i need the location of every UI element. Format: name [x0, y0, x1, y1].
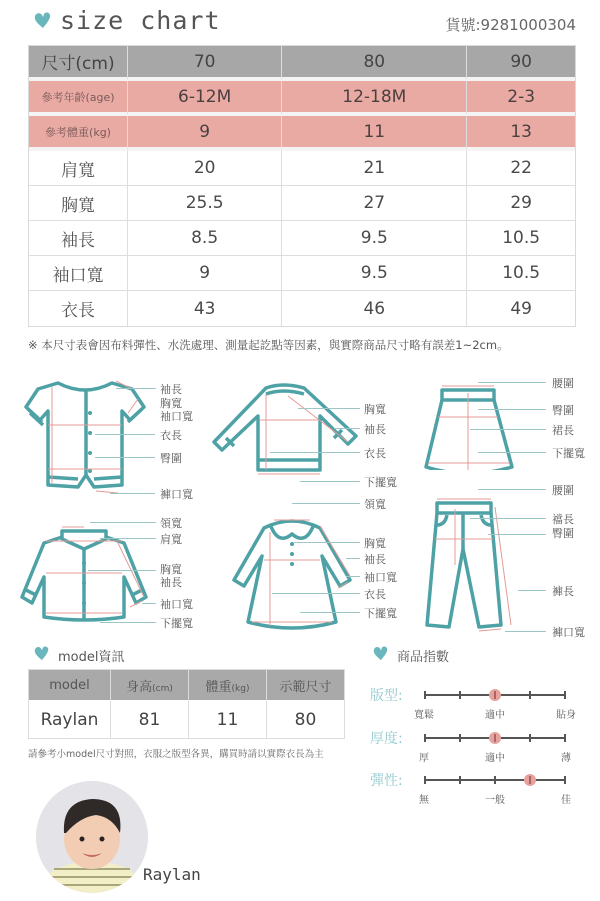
row-label: 參考年齡(age)	[29, 81, 128, 116]
sku-number: 貨號:9281000304	[445, 16, 576, 34]
shirt-label: 袖長	[160, 576, 182, 589]
scale-title: 版型:	[370, 688, 403, 704]
sweater-label: 袖長	[364, 423, 386, 436]
skirt-label: 裙長	[552, 424, 574, 437]
table-row	[29, 221, 575, 256]
romper-label: 褲口寬	[160, 488, 193, 501]
table-cell: 10.5	[467, 221, 575, 256]
scale-track	[424, 779, 566, 781]
romper-label: 衣長	[160, 429, 182, 442]
model-avatar	[36, 781, 148, 893]
scale-marker	[489, 689, 501, 701]
table-row	[29, 116, 575, 151]
row-label: 肩寬	[29, 151, 128, 186]
romper-label: 袖長	[160, 383, 182, 396]
title-text: size chart	[60, 6, 221, 35]
header-unit: (kg)	[231, 683, 250, 694]
table-cell: 11	[282, 116, 467, 151]
shirt-diagram-icon	[18, 525, 148, 625]
table-cell: 29	[467, 186, 575, 221]
model-name-cell: Raylan	[29, 701, 111, 738]
pants-label: 襠長	[552, 513, 574, 526]
row-label: 袖口寬	[29, 256, 128, 291]
header-cell: 70	[128, 46, 282, 81]
model-name: Raylan	[143, 865, 201, 884]
scale-label: 厚	[419, 753, 429, 764]
dress-label: 衣長	[364, 588, 386, 601]
pants-label: 臀圍	[552, 527, 574, 540]
table-cell: 25.5	[128, 186, 282, 221]
shirt-label: 領寬	[160, 517, 182, 530]
scale-label: 適中	[485, 753, 505, 764]
table-cell: 2-3	[467, 81, 575, 116]
table-cell: 20	[128, 151, 282, 186]
table-row	[29, 256, 575, 291]
dress-label: 胸寬	[364, 537, 386, 550]
header-cell: model	[29, 670, 111, 701]
product-index-title	[373, 646, 449, 665]
shirt-label: 胸寬	[160, 563, 182, 576]
table-row	[29, 81, 575, 116]
table-cell: 9.5	[282, 256, 467, 291]
table-row	[29, 291, 575, 326]
scale-marker	[524, 774, 536, 786]
model-note: 請參考小model尺寸對照，衣服之版型各異，購買時請以實際衣長為主	[28, 749, 324, 760]
scale-title: 厚度:	[370, 731, 403, 747]
model-info-table	[28, 669, 345, 739]
pants-label: 褲長	[552, 585, 574, 598]
romper-label: 臀圍	[160, 452, 182, 465]
scale-track	[424, 694, 566, 696]
sweater-label: 衣長	[364, 447, 386, 460]
table-header-row	[29, 46, 575, 81]
dress-label: 領寬	[364, 498, 386, 511]
row-label: 衣長	[29, 291, 128, 326]
scale-track	[424, 737, 566, 739]
sweater-label: 胸寬	[364, 403, 386, 416]
scale-label: 無	[419, 795, 429, 806]
romper-label: 胸寬	[160, 397, 182, 410]
skirt-label: 臀圍	[552, 404, 574, 417]
pants-diagram-icon	[425, 495, 525, 635]
scale-label: 薄	[561, 753, 571, 764]
sweater-label: 下擺寬	[364, 476, 397, 489]
dress-label: 下擺寬	[364, 607, 397, 620]
size-chart-table	[28, 45, 576, 327]
shirt-label: 袖口寬	[160, 598, 193, 611]
heart-icon	[34, 646, 50, 665]
row-label: 胸寬	[29, 186, 128, 221]
pants-label: 腰圍	[552, 484, 574, 497]
skirt-label: 腰圍	[552, 377, 574, 390]
romper-diagram-icon	[20, 375, 160, 500]
child-photo-icon	[36, 781, 148, 893]
model-row	[29, 701, 344, 738]
size-cell: 80	[294, 709, 317, 730]
heart-icon	[373, 646, 389, 665]
scale-label: 一般	[485, 795, 505, 806]
scale-marker	[489, 732, 501, 744]
header-text: 體重	[205, 679, 232, 695]
pants-label: 褲口寬	[552, 626, 585, 639]
height-cell: 81	[111, 701, 189, 738]
scale-label: 佳	[561, 795, 571, 806]
dress-label: 袖口寬	[364, 571, 397, 584]
table-cell: 46	[282, 291, 467, 326]
table-cell: 9	[128, 256, 282, 291]
heart-icon	[34, 6, 52, 35]
page-title	[34, 6, 221, 35]
header-text: 身高	[126, 679, 153, 695]
header-cell: 90	[467, 46, 575, 81]
scale-title: 彈性:	[370, 773, 403, 789]
table-cell: 9.5	[282, 221, 467, 256]
row-label: 參考體重(kg)	[29, 116, 128, 151]
header-cell: 80	[282, 46, 467, 81]
header-cell	[111, 670, 189, 701]
row-label: 袖長	[29, 221, 128, 256]
header-cell: 尺寸(cm)	[29, 46, 128, 81]
dress-label: 袖長	[364, 553, 386, 566]
table-row	[29, 151, 575, 186]
skirt-label: 下擺寬	[552, 447, 585, 460]
scale-label: 適中	[485, 710, 505, 721]
model-section-label: model資訊	[58, 650, 125, 665]
table-cell: 43	[128, 291, 282, 326]
table-cell: 13	[467, 116, 575, 151]
table-cell: 22	[467, 151, 575, 186]
header-unit: (cm)	[152, 683, 173, 694]
shirt-label: 肩寬	[160, 533, 182, 546]
table-cell: 10.5	[467, 256, 575, 291]
table-cell: 6-12M	[128, 81, 282, 116]
skirt-diagram-icon	[420, 385, 520, 470]
shirt-label: 下擺寬	[160, 617, 193, 630]
weight-cell: 11	[189, 701, 267, 738]
model-section-title	[34, 646, 124, 665]
table-cell: 21	[282, 151, 467, 186]
scale-label: 貼身	[556, 710, 576, 721]
product-index-label: 商品指數	[397, 650, 450, 665]
table-row	[29, 186, 575, 221]
scale-label: 寬鬆	[414, 710, 434, 721]
table-cell: 8.5	[128, 221, 282, 256]
romper-label: 袖口寬	[160, 410, 193, 423]
table-cell: 49	[510, 298, 532, 319]
size-disclaimer: ※ 本尺寸表會因布料彈性、水洗處理、測量起訖點等因素，與實際商品尺寸略有誤差1~2cm。	[28, 338, 509, 352]
model-header-row	[29, 670, 344, 701]
header-cell: 示範尺寸	[267, 670, 344, 701]
header-cell	[189, 670, 267, 701]
table-cell: 9	[128, 116, 282, 151]
table-cell: 27	[282, 186, 467, 221]
table-cell: 12-18M	[282, 81, 467, 116]
